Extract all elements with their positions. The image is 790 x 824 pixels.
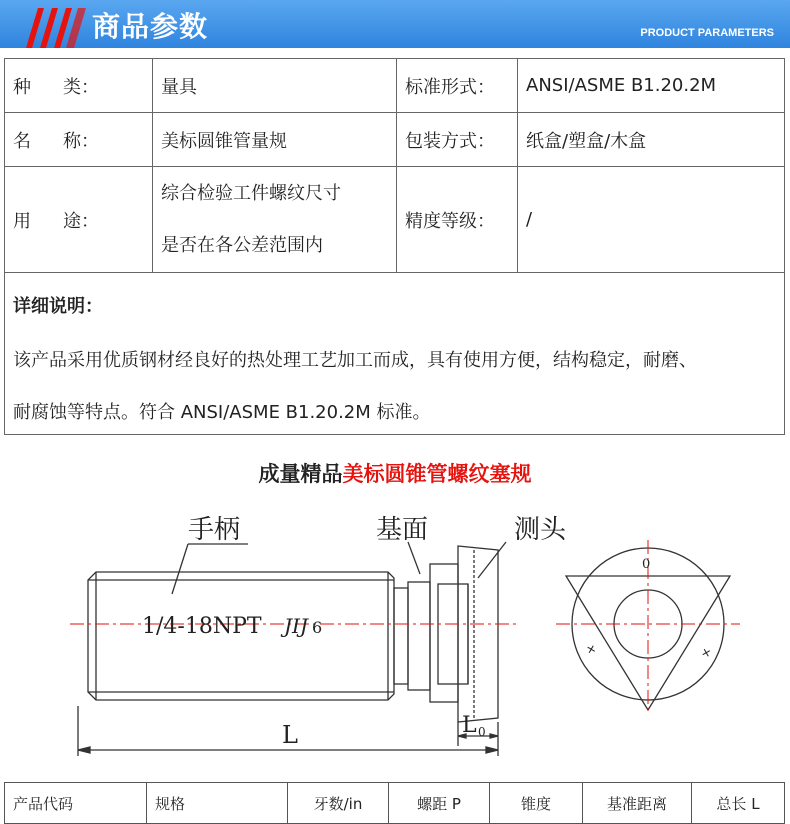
column-header: 螺距 P [389, 783, 490, 824]
table-header-row [5, 783, 785, 824]
header-banner [0, 0, 790, 48]
l0-label: L [462, 713, 477, 738]
param-value: ANSI/ASME B1.20.2M [518, 59, 785, 113]
end-view-mark: + [582, 641, 601, 658]
detail-heading: 详细说明： [13, 296, 103, 317]
spec-table [4, 782, 785, 824]
product-title: 成量精品美标圆锥管螺纹塞规 [258, 462, 532, 486]
table-row [5, 59, 785, 113]
page-title: 商品参数 [92, 10, 209, 43]
param-label: 标准形式： [397, 59, 518, 113]
param-label: 精度等级： [397, 167, 518, 273]
end-view-mark: 0 [642, 557, 651, 572]
base-label: 基面 [376, 515, 429, 545]
brand-mark-icon: JIJ [284, 614, 308, 638]
param-value: / [518, 167, 785, 273]
gauge-marking: 1/4-18NPT [142, 614, 262, 639]
column-header: 锥度 [490, 783, 583, 824]
param-label: 包装方式： [397, 113, 518, 167]
column-header: 牙数/in [288, 783, 389, 824]
handle-label: 手柄 [188, 515, 241, 545]
length-label: L [282, 721, 298, 749]
column-header: 基准距离 [583, 783, 692, 824]
detail-text-line: 该产品采用优质钢材经良好的热处理工艺加工而成，具有使用方便，结构稳定，耐磨、 [13, 350, 697, 371]
page-subtitle: PRODUCT PARAMETERS [640, 27, 774, 39]
gauge-technical-drawing [0, 500, 790, 770]
param-value: 美标圆锥管量规 [153, 113, 397, 167]
param-value: 综合检验工件螺纹尺寸 是否在各公差范围内 [153, 167, 397, 273]
column-header: 规格 [147, 783, 288, 824]
column-header: 产品代码 [5, 783, 147, 824]
param-value: 量具 [153, 59, 397, 113]
end-view-mark: + [696, 644, 715, 662]
param-label: 种 类： [5, 59, 153, 113]
table-row [5, 113, 785, 167]
param-label: 名 称： [5, 113, 153, 167]
detail-description [4, 272, 785, 435]
brand-logo-icon [16, 0, 88, 48]
probe-label: 测头 [514, 515, 567, 545]
brand-suffix: 6 [312, 618, 323, 637]
detail-text-line: 耐腐蚀等特点。符合 ANSI/ASME B1.20.2M 标准。 [13, 402, 431, 423]
param-value: 纸盒/塑盒/木盒 [518, 113, 785, 167]
param-label: 用 途： [5, 167, 153, 273]
table-row [5, 167, 785, 273]
column-header: 总长 L [692, 783, 785, 824]
l0-subscript: 0 [478, 725, 486, 739]
product-parameters-table [4, 58, 785, 273]
probe-outline [458, 546, 498, 722]
